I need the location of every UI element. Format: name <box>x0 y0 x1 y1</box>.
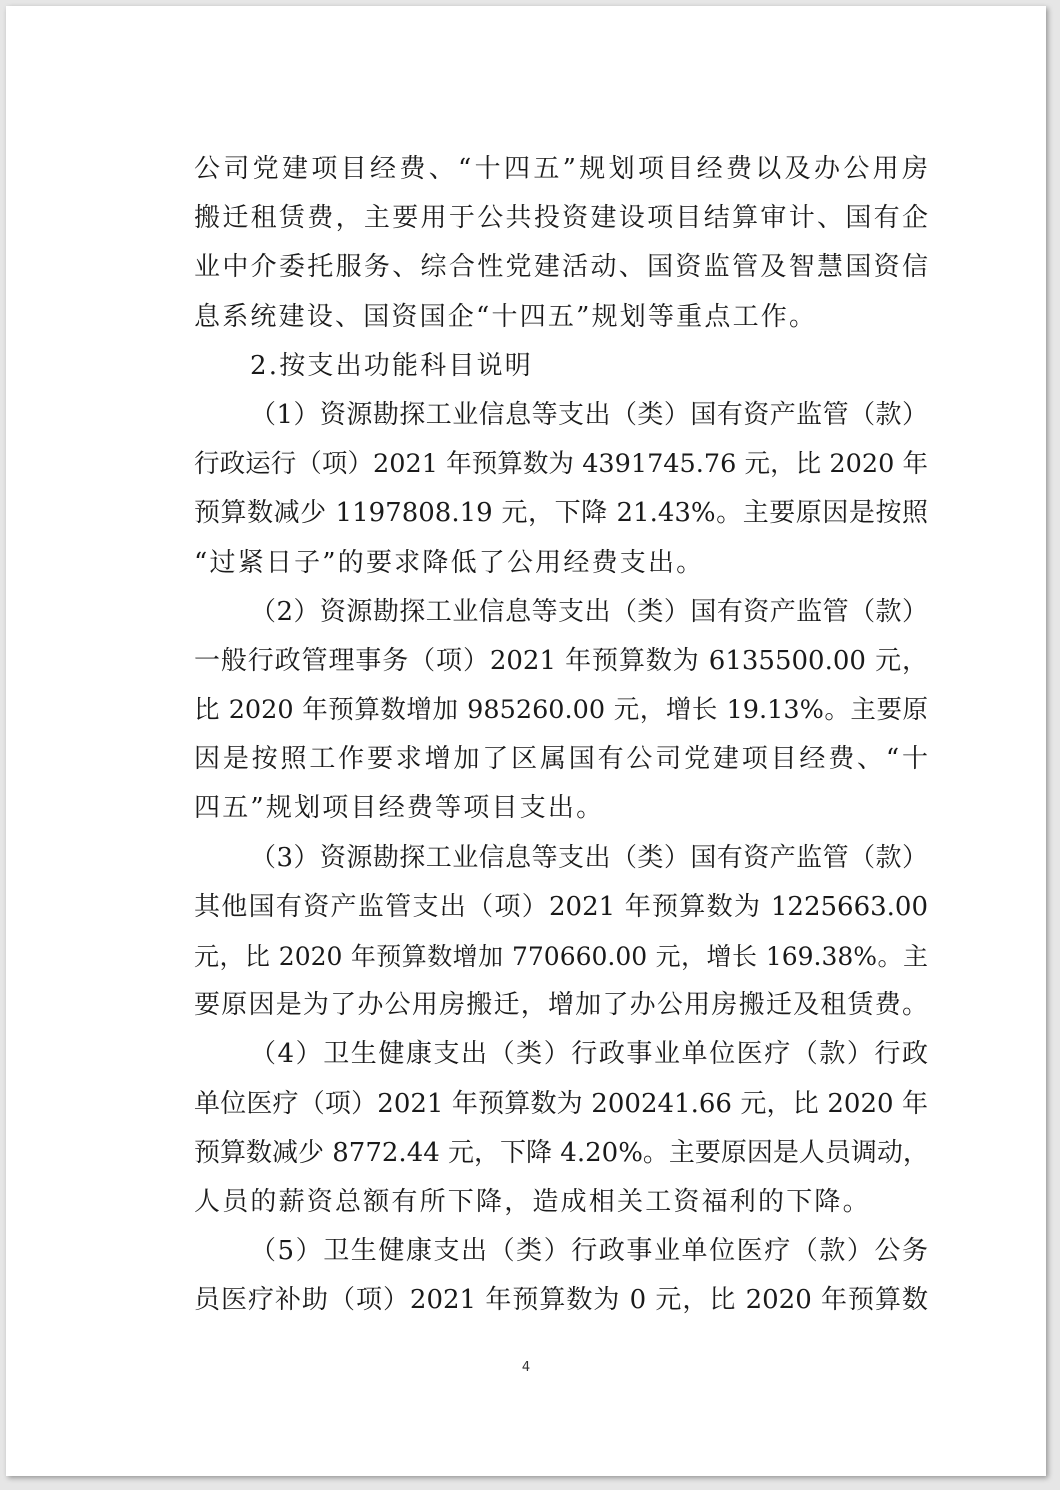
text-line: 公司党建项目经费、“十四五”规划项目经费以及办公用房 <box>194 154 928 184</box>
body-text <box>194 145 928 1326</box>
text-line: 预算数减少 8772.44 元，下降 4.20%。主要原因是人员调动， <box>194 1137 929 1168</box>
text-line: 人员的薪资总额有所下降，造成相关工资福利的下降。 <box>194 1186 871 1217</box>
text-line: 比 2020 年预算数增加 985260.00 元，增长 19.13%。主要原 <box>194 695 928 726</box>
section-heading: 2.按支出功能科目说明 <box>250 350 534 381</box>
text-line: 其他国有资产监管支出（项）2021 年预算数为 1225663.00 <box>194 891 928 922</box>
text-line: （4）卫生健康支出（类）行政事业单位医疗（款）行政 <box>250 1039 928 1070</box>
text-line: （2）资源勘探工业信息等支出（类）国有资产监管（款） <box>250 596 928 627</box>
text-line: 要原因是为了办公用房搬迁，增加了办公用房搬迁及租赁费。 <box>194 990 928 1021</box>
text-line: 因是按照工作要求增加了区属国有公司党建项目经费、“十 <box>194 744 928 775</box>
text-line: 搬迁租赁费，主要用于公共投资建设项目结算审计、国有企 <box>194 203 928 234</box>
text-line: 一般行政管理事务（项）2021 年预算数为 6135500.00 元， <box>194 645 928 676</box>
text-line: （1）资源勘探工业信息等支出（类）国有资产监管（款） <box>250 399 928 430</box>
text-line: 息系统建设、国资国企“十四五”规划等重点工作。 <box>194 301 818 332</box>
text-line: （3）资源勘探工业信息等支出（类）国有资产监管（款） <box>250 842 928 873</box>
page-number: 4 <box>521 1360 531 1375</box>
text-line: 单位医疗（项）2021 年预算数为 200241.66 元，比 2020 年 <box>194 1088 928 1119</box>
text-line: 元，比 2020 年预算数增加 770660.00 元，增长 169.38%。主 <box>194 942 928 971</box>
text-line: 行政运行（项）2021 年预算数为 4391745.76 元，比 2020 年 <box>194 449 928 480</box>
document-page <box>6 6 1046 1476</box>
text-line: （5）卫生健康支出（类）行政事业单位医疗（款）公务 <box>250 1236 928 1267</box>
text-line: 业中介委托服务、综合性党建活动、国资监管及智慧国资信 <box>194 252 928 283</box>
text-line: 四五”规划项目经费等项目支出。 <box>194 793 605 824</box>
text-line: 预算数减少 1197808.19 元，下降 21.43%。主要原因是按照 <box>194 498 928 529</box>
text-line: 员医疗补助（项）2021 年预算数为 0 元，比 2020 年预算数 <box>194 1285 928 1316</box>
text-line: “过紧日子”的要求降低了公用经费支出。 <box>194 547 705 578</box>
